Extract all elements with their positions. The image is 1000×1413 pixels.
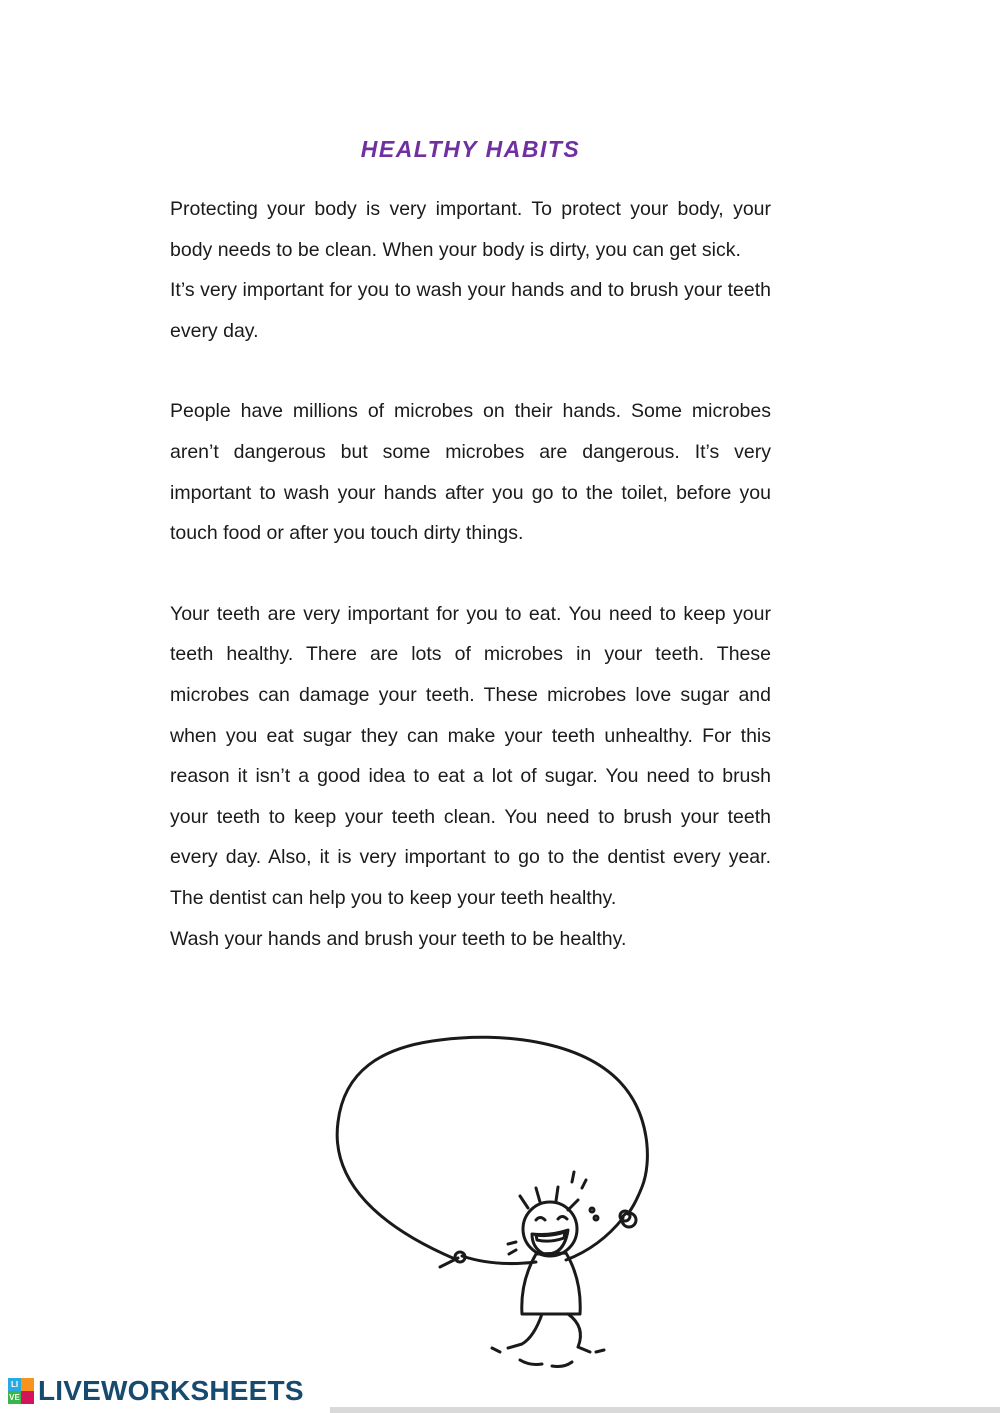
logo-cell-ve: VE (8, 1391, 21, 1404)
paragraph-1: Protecting your body is very important. To protect your body, your body needs to be clean. When your body is dirty, you can get sick. (170, 198, 771, 261)
paragraph-5: Wash your hands and brush your teeth to be healthy. (170, 927, 627, 950)
rope-handle-left (440, 1258, 458, 1267)
liveworksheets-logo[interactable] (8, 1375, 304, 1407)
logo-cell-br (21, 1391, 34, 1404)
child-figure (455, 1172, 630, 1367)
jump-rope (337, 1037, 647, 1267)
logo-cell-li: LI (8, 1378, 21, 1391)
liveworksheets-icon (8, 1378, 34, 1404)
rope-handle-right (622, 1213, 636, 1227)
brand-wordmark[interactable]: LIVEWORKSHEETS (38, 1375, 304, 1406)
jump-rope-illustration (320, 1022, 660, 1382)
logo-cell-tr (21, 1378, 34, 1391)
reading-passage (170, 136, 771, 959)
paragraph-2: It’s very important for you to wash your hands and to brush your teeth every day. (170, 279, 771, 342)
paragraph-3: People have millions of microbes on their hands. Some microbes aren’t dangerous but some microbes are dangerous. It’s very important to wash your hands after you go to the toilet, before you touch food or after you touch dirty things. (170, 400, 771, 545)
paragraph-4: Your teeth are very important for you to eat. You need to keep your teeth healthy. There are lots of microbes in your teeth. These microbes can damage your teeth. These microbes love sugar and when you eat sugar they can make your teeth unhealthy. For this reason it isn’t a good idea to eat a lot of sugar. You need to brush your teeth to keep your teeth clean. You need to brush your teeth every day. Also, it is very important to go to the dentist every year. The dentist can help you to keep your teeth healthy. (170, 602, 771, 909)
page-title: HEALTHY HABITS (360, 136, 581, 162)
bottom-edge-strip (330, 1407, 1000, 1413)
